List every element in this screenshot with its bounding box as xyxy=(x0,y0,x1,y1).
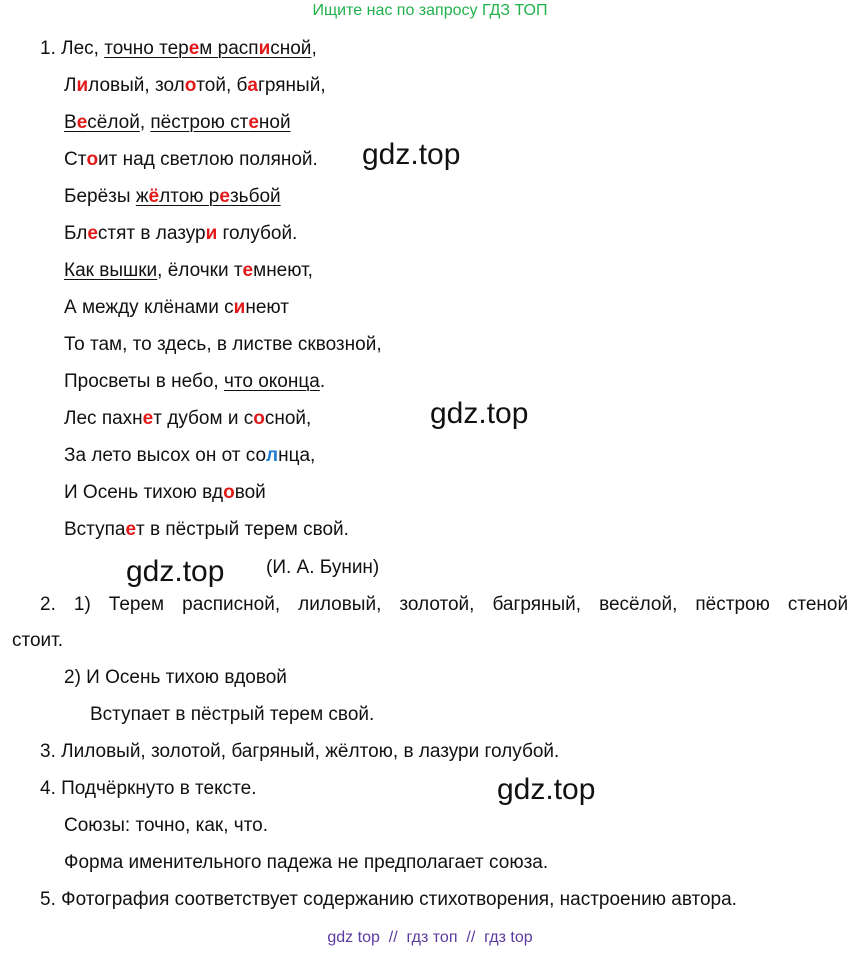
text-run: И Осень тихою вд xyxy=(64,482,224,503)
underlined-comparison: что оконца xyxy=(223,371,320,392)
answer-2-sub-2-line-2: Вступает в пёстрый терем свой. xyxy=(90,704,375,725)
text-run: ж xyxy=(135,186,149,207)
text-run: А между клёнами с xyxy=(64,297,234,318)
poem-line-7 xyxy=(64,259,313,283)
text-run: сёлой xyxy=(87,112,140,133)
watermark: gdz.top xyxy=(430,397,529,430)
word: Терем xyxy=(108,594,165,615)
highlighted-letter: о xyxy=(223,482,235,503)
underlined-comparison xyxy=(104,38,311,59)
text-run: т дубом и с xyxy=(153,408,254,429)
poem-line-10 xyxy=(64,370,325,394)
watermark: gdz.top xyxy=(497,773,596,806)
answer-2-line-2: стоит. xyxy=(12,630,64,651)
poem-line-3 xyxy=(64,111,291,135)
text-run: неют xyxy=(245,297,289,318)
text-run: Л xyxy=(64,75,77,96)
answer-2-line-1 xyxy=(40,593,848,617)
footer-banner: gdz top // гдз топ // гдз top xyxy=(327,929,533,946)
highlighted-letter: е xyxy=(188,38,200,59)
word: 2. xyxy=(40,594,56,615)
poem-line-13 xyxy=(64,481,266,505)
underlined-comparison: Как вышки xyxy=(64,260,158,281)
highlighted-letter: и xyxy=(233,297,246,318)
text-run: , ёлочки т xyxy=(157,260,243,281)
text-run: голубой. xyxy=(217,223,298,244)
highlighted-letter: и xyxy=(205,223,218,244)
text-run: лтою р xyxy=(159,186,220,207)
poem-line-9: То там, то здесь, в листве сквозной, xyxy=(64,334,382,355)
text-run: Лес пахн xyxy=(64,408,143,429)
highlighted-letter: о xyxy=(253,408,265,429)
underlined-phrase xyxy=(136,186,281,207)
highlighted-letter: а xyxy=(247,75,258,96)
text-run: Берёзы xyxy=(64,186,136,207)
poem-author: (И. А. Бунин) xyxy=(266,557,380,578)
answer-5: 5. Фотография соответствует содержанию стихотворения, настроению автора. xyxy=(40,889,737,910)
text-run: , xyxy=(311,38,317,59)
text-run: стят в лазур xyxy=(97,223,206,244)
answer-4: 4. Подчёркнуто в тексте. xyxy=(40,778,257,799)
highlighted-letter: ё xyxy=(148,186,160,207)
highlighted-letter: о xyxy=(86,149,99,170)
word: лиловый, xyxy=(298,594,382,615)
word: золотой, xyxy=(399,594,475,615)
highlighted-letter: о xyxy=(184,75,197,96)
answer-4-form: Форма именительного падежа не предполагает союза. xyxy=(64,852,549,873)
site-banner: Ищите нас по запросу ГДЗ ТОП xyxy=(312,2,548,19)
text-run: , xyxy=(139,112,151,133)
highlighted-letter: е xyxy=(142,408,154,429)
word: расписной, xyxy=(182,594,281,615)
underlined-phrase xyxy=(150,112,290,133)
text-run: Вступа xyxy=(64,519,126,540)
poem-line-12 xyxy=(64,444,315,468)
text-run: ловый, зол xyxy=(88,75,185,96)
text-run: Бл xyxy=(64,223,88,244)
poem-line-2 xyxy=(64,74,326,98)
text-run: т в пёстрый терем свой. xyxy=(136,519,349,540)
word: 1) xyxy=(73,594,91,615)
highlighted-letter: е xyxy=(242,260,254,281)
underlined-word xyxy=(64,112,140,133)
word: весёлой, xyxy=(599,594,678,615)
poem-line-8 xyxy=(64,296,289,320)
highlighted-letter-blue: л xyxy=(266,445,279,466)
highlighted-letter: и xyxy=(76,75,89,96)
poem-line-6 xyxy=(64,222,297,246)
text-run: нца, xyxy=(278,445,316,466)
text-run: той, б xyxy=(196,75,248,96)
answer-3: 3. Лиловый, золотой, багряный, жёлтою, в лазури голубой. xyxy=(40,741,560,762)
watermark: gdz.top xyxy=(126,555,225,588)
highlighted-letter: е xyxy=(125,519,137,540)
word: пёстрою xyxy=(695,594,770,615)
poem-line-4 xyxy=(64,148,318,172)
text-run: точно тер xyxy=(104,38,189,59)
text-run: ной xyxy=(258,112,291,133)
text-run: вой xyxy=(234,482,266,503)
text-run: Просветы в небо, xyxy=(64,371,224,392)
poem-line-11 xyxy=(64,407,311,431)
text-run: За лето высох он от со xyxy=(64,445,267,466)
poem-line-14 xyxy=(64,518,349,542)
highlighted-letter: и xyxy=(258,38,271,59)
poem-line-5 xyxy=(64,185,281,209)
word: стеной xyxy=(787,594,849,615)
answer-4-conjunctions: Союзы: точно, как, что. xyxy=(64,815,269,836)
text-run: ит над светлою поляной. xyxy=(98,149,318,170)
text-run: В xyxy=(64,112,77,133)
highlighted-letter: е xyxy=(87,223,98,244)
highlighted-letter: е xyxy=(76,112,88,133)
text-run: гряный, xyxy=(257,75,326,96)
text-run: пёстрою ст xyxy=(150,112,249,133)
text-run: м расп xyxy=(199,38,259,59)
text-run: Лес, xyxy=(61,38,105,59)
text-run: сной, xyxy=(264,408,312,429)
text-run: зьбой xyxy=(229,186,281,207)
poem-line-1 xyxy=(40,37,317,61)
task-number: 1. xyxy=(40,38,62,59)
text-run: мнеют, xyxy=(253,260,313,281)
highlighted-letter: е xyxy=(248,112,259,133)
watermark: gdz.top xyxy=(362,138,461,171)
text-run: . xyxy=(319,371,326,392)
answer-2-sub-2-line-1: 2) И Осень тихою вдовой xyxy=(64,667,287,688)
word: багряный, xyxy=(492,594,582,615)
text-run: Ст xyxy=(64,149,87,170)
highlighted-letter: е xyxy=(219,186,230,207)
text-run: сной xyxy=(270,38,312,59)
